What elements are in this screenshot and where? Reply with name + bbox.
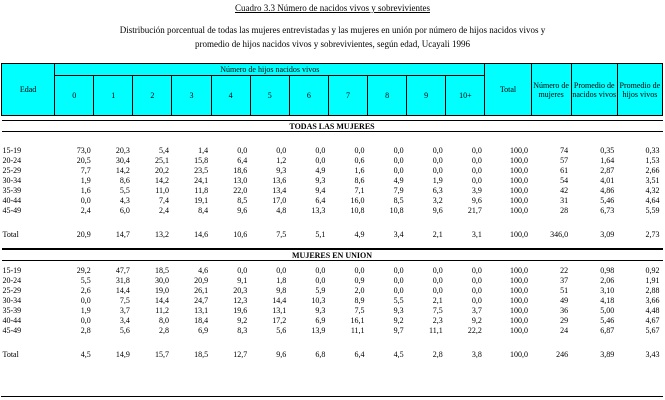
table-cell: 0,0 [315, 145, 326, 155]
table-row [2, 275, 663, 285]
table-cell: 100,0 [510, 305, 529, 315]
table-cell: 13,4 [272, 185, 287, 195]
table-cell: 2,1 [432, 229, 443, 239]
table-cell: 23,5 [194, 165, 209, 175]
row-label: 35-39 [2, 185, 22, 195]
table-cell: 100,0 [510, 175, 529, 185]
table-row [2, 265, 663, 275]
table-cell: 0,0 [393, 265, 404, 275]
table-cell: 10,6 [233, 229, 248, 239]
table-cell: 6,0 [119, 205, 130, 215]
table-cell: 18,5 [154, 265, 169, 275]
table-cell: 0,35 [600, 145, 615, 155]
header-num-4: 4 [211, 76, 250, 116]
table-cell: 4,48 [645, 305, 660, 315]
table-cell: 9,2 [471, 315, 482, 325]
row-label: 20-24 [2, 155, 22, 165]
table-cell: 4,18 [600, 295, 615, 305]
table-cell: 7,7 [80, 165, 91, 175]
table-cell: 5,46 [600, 315, 615, 325]
table-cell: 31 [560, 195, 569, 205]
table-cell: 1,6 [80, 185, 91, 195]
row-label: 20-24 [2, 275, 22, 285]
table-row [2, 165, 663, 175]
table-cell: 9,7 [393, 325, 404, 335]
row-label: Total [2, 349, 19, 359]
row-label: 35-39 [2, 305, 22, 315]
table-cell: 4,64 [645, 195, 660, 205]
table-cell: 1,64 [600, 155, 615, 165]
table-cell: 246 [556, 349, 569, 359]
table-cell: 14,4 [272, 295, 287, 305]
table-cell: 5,4 [158, 145, 169, 155]
table-cell: 9,3 [315, 175, 326, 185]
table-cell: 100,0 [510, 145, 529, 155]
table-cell: 0,0 [393, 145, 404, 155]
table-row [2, 295, 663, 305]
header-num-0: 0 [55, 76, 94, 116]
table-cell: 3,51 [645, 175, 660, 185]
table-cell: 15,8 [194, 155, 209, 165]
table-cell: 6,4 [354, 349, 365, 359]
table-row [2, 155, 663, 165]
table-cell: 100,0 [510, 325, 529, 335]
table-cell: 20,3 [115, 145, 130, 155]
table-cell: 5,6 [276, 325, 287, 335]
table-cell: 14,2 [115, 165, 130, 175]
table-cell: 2,06 [600, 275, 615, 285]
table-cell: 5,00 [600, 305, 615, 315]
table-cell: 2,1 [432, 295, 443, 305]
table-cell: 0,0 [80, 195, 91, 205]
header-num-6: 6 [289, 76, 328, 116]
table-cell: 21,7 [467, 205, 482, 215]
table-cell: 19,6 [233, 305, 248, 315]
table-cell: 14,6 [194, 229, 209, 239]
table-cell: 16,1 [350, 315, 365, 325]
table-cell: 22,2 [467, 325, 482, 335]
table-cell: 5,9 [315, 285, 326, 295]
table-cell: 13,1 [194, 305, 209, 315]
table-cell: 9,6 [432, 205, 443, 215]
table-subtitle-line1: Distribución porcentual de todas las mujeres entrevistadas y las mujeres en unión por número de hijos nacidos vivos y [119, 25, 546, 35]
header-num-1: 1 [94, 76, 133, 116]
table-cell: 0,0 [471, 155, 482, 165]
table-cell: 20,3 [233, 285, 248, 295]
table-cell: 13,3 [311, 205, 326, 215]
table-cell: 24 [560, 325, 569, 335]
table-cell: 0,6 [354, 155, 365, 165]
table-cell: 1,4 [198, 145, 209, 155]
table-cell: 22 [560, 265, 569, 275]
table-cell: 10,8 [389, 205, 404, 215]
table-cell: 0,0 [393, 165, 404, 175]
table-cell: 7,9 [393, 185, 404, 195]
table-cell: 0,0 [432, 145, 443, 155]
table-cell: 20,9 [76, 229, 91, 239]
header-num-10: 10+ [446, 76, 485, 116]
table-cell: 0,0 [276, 265, 287, 275]
table-cell: 9,2 [393, 315, 404, 325]
table-cell: 3,4 [119, 315, 130, 325]
row-label: 30-34 [2, 175, 22, 185]
table-cell: 1,53 [645, 155, 660, 165]
table-cell: 6,3 [432, 185, 443, 195]
table-cell: 25,1 [154, 155, 169, 165]
table-cell: 0,0 [237, 145, 248, 155]
table-cell: 5,5 [119, 185, 130, 195]
table-row [2, 348, 663, 360]
table-cell: 51 [560, 285, 569, 295]
table-cell: 100,0 [510, 155, 529, 165]
table-cell: 5,1 [315, 229, 326, 239]
table-cell: 9,8 [276, 285, 287, 295]
table-cell: 30,4 [115, 155, 130, 165]
table-cell: 6,73 [600, 205, 615, 215]
table-subtitle-line2: promedio de hijos nacidos vivos y sobrevivientes, según edad, Ucayali 1996 [195, 39, 470, 49]
header-total: Total [485, 64, 531, 116]
table-cell: 3,9 [471, 185, 482, 195]
table-cell: 100,0 [510, 349, 529, 359]
table-cell: 7,5 [432, 305, 443, 315]
table-cell: 2,88 [645, 285, 660, 295]
table-cell: 0,0 [432, 265, 443, 275]
table-cell: 6,4 [237, 155, 248, 165]
table-cell: 9,2 [237, 315, 248, 325]
table-cell: 3,10 [600, 285, 615, 295]
table-cell: 7,5 [276, 229, 287, 239]
table-cell: 19,1 [194, 195, 209, 205]
table-cell: 0,0 [471, 275, 482, 285]
table-row [2, 305, 663, 315]
table-cell: 8,5 [393, 195, 404, 205]
table-cell: 0,0 [432, 285, 443, 295]
table-cell: 100,0 [510, 195, 529, 205]
table-cell: 31,8 [115, 275, 130, 285]
table-cell: 2,87 [600, 165, 615, 175]
table-cell: 47,7 [115, 265, 130, 275]
table-cell: 0,0 [354, 265, 365, 275]
data-table [1, 63, 663, 360]
row-label: 30-34 [2, 295, 22, 305]
table-cell: 0,0 [471, 175, 482, 185]
table-cell: 54 [560, 175, 569, 185]
table-cell: 0,0 [315, 265, 326, 275]
row-label: 25-29 [2, 165, 22, 175]
table-cell: 3,8 [471, 349, 482, 359]
header-promedio-nacidos: Promedio de nacidos vivos [571, 64, 617, 116]
table-cell: 13,1 [272, 305, 287, 315]
table-cell: 100,0 [510, 185, 529, 195]
table-cell: 6,87 [600, 325, 615, 335]
table-cell: 2,0 [354, 285, 365, 295]
table-cell: 100,0 [510, 285, 529, 295]
table-cell: 61 [560, 165, 569, 175]
table-cell: 18,6 [233, 165, 248, 175]
table-cell: 22,0 [233, 185, 248, 195]
table-cell: 2,3 [432, 315, 443, 325]
table-cell: 8,9 [354, 295, 365, 305]
table-cell: 1,2 [276, 155, 287, 165]
table-row [2, 185, 663, 195]
bottom-rule [1, 396, 663, 397]
table-cell: 4,67 [645, 315, 660, 325]
table-cell: 0,0 [471, 145, 482, 155]
table-cell: 100,0 [510, 229, 529, 239]
table-cell: 5,5 [393, 295, 404, 305]
table-cell: 16,0 [350, 195, 365, 205]
row-label: 40-44 [2, 315, 22, 325]
table-cell: 8,4 [198, 205, 209, 215]
table-cell: 26,1 [194, 285, 209, 295]
table-cell: 8,6 [119, 175, 130, 185]
table-cell: 28 [560, 205, 569, 215]
table-cell: 8,5 [237, 195, 248, 205]
table-cell: 0,9 [354, 275, 365, 285]
table-cell: 8,0 [158, 315, 169, 325]
table-cell: 14,7 [115, 229, 130, 239]
table-cell: 7,1 [354, 185, 365, 195]
table-cell: 24,7 [194, 295, 209, 305]
table-cell: 9,3 [315, 305, 326, 315]
table-cell: 4,8 [276, 205, 287, 215]
table-cell: 4,5 [80, 349, 91, 359]
header-num-3: 3 [172, 76, 211, 116]
table-cell: 2,8 [80, 325, 91, 335]
table-cell: 6,9 [315, 315, 326, 325]
table-cell: 4,5 [393, 349, 404, 359]
row-label: Total [2, 229, 19, 239]
table-cell: 37 [560, 275, 569, 285]
table-cell: 5,67 [645, 325, 660, 335]
table-cell: 0,92 [645, 265, 660, 275]
table-cell: 0,0 [471, 285, 482, 295]
table-cell: 13,6 [272, 175, 287, 185]
table-cell: 20,5 [76, 155, 91, 165]
header-num-9: 9 [407, 76, 446, 116]
table-cell: 13,9 [311, 325, 326, 335]
table-cell: 12,7 [233, 349, 248, 359]
row-label: 15-19 [2, 265, 22, 275]
table-cell: 100,0 [510, 315, 529, 325]
table-cell: 100,0 [510, 295, 529, 305]
table-cell: 11,8 [194, 185, 209, 195]
table-cell: 0,0 [80, 295, 91, 305]
table-cell: 1,9 [432, 175, 443, 185]
table-cell: 6,4 [315, 195, 326, 205]
table-cell: 1,8 [276, 275, 287, 285]
row-label: 45-49 [2, 325, 22, 335]
table-cell: 0,0 [432, 165, 443, 175]
section-heading: MUJERES EN UNION [2, 249, 663, 261]
table-cell: 0,0 [471, 165, 482, 175]
table-cell: 2,8 [432, 349, 443, 359]
table-cell: 9,6 [471, 195, 482, 205]
table-cell: 11,2 [155, 305, 169, 315]
table-cell: 3,09 [600, 229, 615, 239]
table-cell: 20,2 [154, 165, 169, 175]
section-heading: TODAS LAS MUJERES [2, 121, 663, 132]
table-row [2, 145, 663, 155]
table-cell: 11,1 [350, 325, 365, 335]
header-num-8: 8 [368, 76, 407, 116]
table-cell: 7,5 [354, 305, 365, 315]
table-cell: 42 [560, 185, 569, 195]
table-cell: 6,9 [198, 325, 209, 335]
table-row [2, 195, 663, 205]
table-cell: 1,6 [354, 165, 365, 175]
table-cell: 4,9 [354, 229, 365, 239]
row-label: 40-44 [2, 195, 22, 205]
table-cell: 3,4 [393, 229, 404, 239]
row-label: 45-49 [2, 205, 22, 215]
header-group: Número de hijos nacidos vivos [55, 64, 485, 76]
table-cell: 36 [560, 305, 569, 315]
table-cell: 4,9 [393, 175, 404, 185]
table-cell: 0,98 [600, 265, 615, 275]
table-cell: 9,4 [315, 185, 326, 195]
header-numero-mujeres: Número de mujeres [531, 64, 571, 116]
table-cell: 1,9 [80, 175, 91, 185]
table-cell: 100,0 [510, 165, 529, 175]
table-cell: 4,86 [600, 185, 615, 195]
table-cell: 18,4 [194, 315, 209, 325]
table-cell: 0,0 [354, 145, 365, 155]
table-cell: 73,0 [76, 145, 91, 155]
table-cell: 100,0 [510, 265, 529, 275]
table-cell: 9,3 [276, 165, 287, 175]
table-cell: 2,66 [645, 165, 660, 175]
table-cell: 8,6 [354, 175, 365, 185]
table-cell: 3,66 [645, 295, 660, 305]
table-cell: 0,0 [80, 315, 91, 325]
table-cell: 9,1 [237, 275, 248, 285]
table-cell: 3,89 [600, 349, 615, 359]
row-label: 25-29 [2, 285, 22, 295]
header-num-5: 5 [250, 76, 289, 116]
header-edad: Edad [2, 64, 55, 116]
table-cell: 24,1 [194, 175, 209, 185]
table-cell: 346,0 [550, 229, 569, 239]
table-cell: 0,0 [393, 285, 404, 295]
table-row [2, 205, 663, 215]
table-cell: 14,9 [115, 349, 130, 359]
table-cell: 20,9 [194, 275, 209, 285]
table-cell: 5,59 [645, 205, 660, 215]
table-cell: 1,91 [645, 275, 660, 285]
table-cell: 8,3 [237, 325, 248, 335]
table-cell: 3,43 [645, 349, 660, 359]
table-cell: 11,0 [155, 185, 169, 195]
table-title: Cuadro 3.3 Número de nacidos vivos y sobrevivientes [235, 3, 430, 13]
table-cell: 7,5 [119, 295, 130, 305]
table-cell: 30,0 [154, 275, 169, 285]
table-row [2, 285, 663, 295]
table-cell: 2,4 [158, 205, 169, 215]
table-cell: 0,0 [471, 265, 482, 275]
table-cell: 9,6 [276, 349, 287, 359]
table-cell: 17,2 [272, 315, 287, 325]
table-cell: 49 [560, 295, 569, 305]
table-cell: 4,3 [119, 195, 130, 205]
table-cell: 0,0 [315, 155, 326, 165]
table-cell: 14,4 [154, 295, 169, 305]
table-cell: 6,8 [315, 349, 326, 359]
table-cell: 7,4 [158, 195, 169, 205]
table-cell: 13,0 [233, 175, 248, 185]
table-cell: 5,46 [600, 195, 615, 205]
table-cell: 14,4 [115, 285, 130, 295]
table-cell: 0,33 [645, 145, 660, 155]
row-label: 15-19 [2, 145, 22, 155]
table-row [2, 325, 663, 335]
table-row [2, 175, 663, 185]
table-cell: 4,6 [198, 265, 209, 275]
table-cell: 5,6 [119, 325, 130, 335]
table-cell: 100,0 [510, 275, 529, 285]
header-num-2: 2 [133, 76, 172, 116]
table-cell: 5,5 [80, 275, 91, 285]
table-cell: 12,3 [233, 295, 248, 305]
table-cell: 0,0 [393, 155, 404, 165]
table-cell: 9,3 [393, 305, 404, 315]
table-cell: 0,0 [471, 295, 482, 305]
table-cell: 10,3 [311, 295, 326, 305]
table-cell: 0,0 [315, 275, 326, 285]
table-cell: 2,4 [80, 205, 91, 215]
table-cell: 0,0 [432, 275, 443, 285]
table-cell: 4,9 [315, 165, 326, 175]
table-cell: 1,9 [80, 305, 91, 315]
table-cell: 0,0 [432, 155, 443, 165]
table-cell: 74 [560, 145, 569, 155]
table-cell: 10,8 [350, 205, 365, 215]
table-cell: 2,73 [645, 229, 660, 239]
header-num-7: 7 [328, 76, 367, 116]
table-cell: 14,2 [154, 175, 169, 185]
table-row [2, 315, 663, 325]
table-cell: 19,0 [154, 285, 169, 295]
table-cell: 57 [560, 155, 569, 165]
header-promedio-hijos: Promedio de hijos vivos [617, 64, 662, 116]
table-cell: 4,32 [645, 185, 660, 195]
table-cell: 3,7 [471, 305, 482, 315]
table-cell: 9,6 [237, 205, 248, 215]
table-cell: 3,2 [432, 195, 443, 205]
table-cell: 4,01 [600, 175, 615, 185]
table-cell: 0,0 [276, 145, 287, 155]
table-cell: 2,6 [80, 285, 91, 295]
table-cell: 11,1 [429, 325, 443, 335]
table-row [2, 228, 663, 240]
table-cell: 0,0 [237, 265, 248, 275]
table-cell: 2,8 [158, 325, 169, 335]
table-cell: 3,7 [119, 305, 130, 315]
table-cell: 15,7 [154, 349, 169, 359]
table-cell: 18,5 [194, 349, 209, 359]
table-cell: 29 [560, 315, 569, 325]
table-cell: 3,1 [471, 229, 482, 239]
table-cell: 13,2 [154, 229, 169, 239]
table-cell: 0,0 [393, 275, 404, 285]
table-cell: 29,2 [76, 265, 91, 275]
table-cell: 17,0 [272, 195, 287, 205]
table-cell: 100,0 [510, 205, 529, 215]
